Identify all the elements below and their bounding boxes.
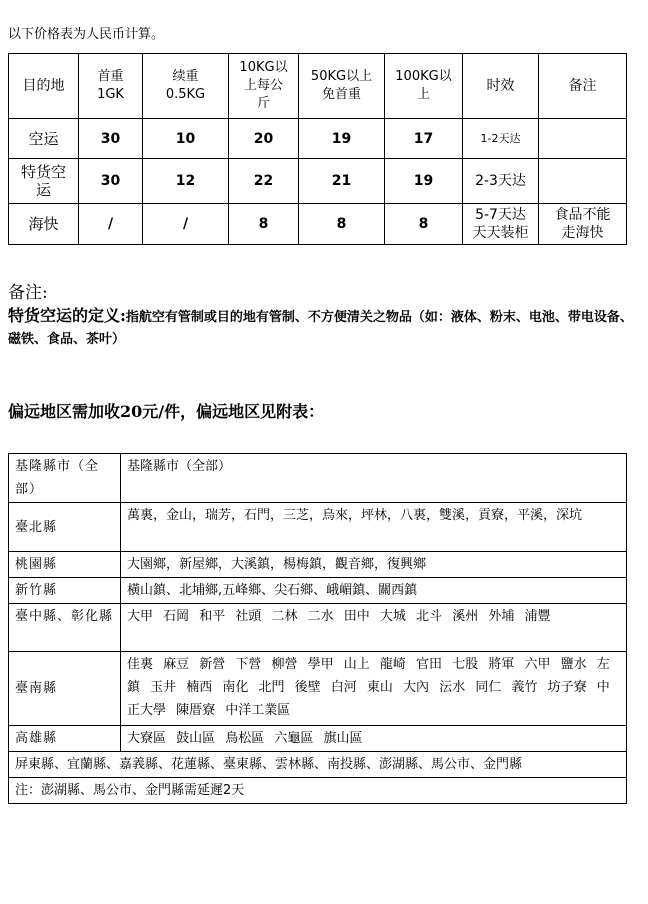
area-county: 桃園縣: [9, 552, 121, 578]
cell-note: 食品不能 走海快: [539, 204, 627, 245]
notes-title: 备注:: [8, 283, 48, 303]
area-row: [9, 652, 627, 726]
area-row: [9, 604, 627, 652]
header-destination: 目的地: [9, 54, 79, 119]
area-county: 臺中縣、彰化縣: [9, 604, 121, 652]
header-50kg: 50KG以上 免首重: [299, 54, 385, 119]
cell-time: 5-7天达 天天装柜: [463, 204, 539, 245]
row-destination: 特货空 运: [9, 159, 79, 204]
area-row: [9, 726, 627, 752]
cell-100kg: 17: [385, 119, 463, 159]
notes-definition: [8, 305, 633, 351]
area-towns: 佳裏 麻豆 新營 下營 柳營 學甲 山上 龍崎 官田 七股 將軍 六甲 鹽水 左鎮 玉井 楠西 南化 北門 後壁 白河 東山 大內 沄水 同仁 義竹 坊子寮 中正大學 陳厝寮 中洋工業區: [121, 652, 627, 726]
row-destination: 海快: [9, 204, 79, 245]
area-towns: 大園鄉，新屋鄉，大溪鎮，楊梅鎮，觀音鄉，復興鄉: [121, 552, 627, 578]
header-note: 备注: [539, 54, 627, 119]
area-row: [9, 503, 627, 552]
definition-text: 指航空有管制或目的地有管制、不方便清关之物品（如：液体、粉末、电池、带电设备、磁铁、食品、茶叶）: [8, 310, 633, 347]
area-row: [9, 578, 627, 604]
header-first-weight: 首重 1GK: [79, 54, 143, 119]
area-row: [9, 552, 627, 578]
area-full-row: [9, 752, 627, 778]
cell-time: 2-3天达: [463, 159, 539, 204]
area-county: 臺南縣: [9, 652, 121, 726]
price-row: [9, 159, 627, 204]
header-100kg: 100KG以 上: [385, 54, 463, 119]
cell-first: 30: [79, 119, 143, 159]
header-10kg: 10KG以 上每公 斤: [229, 54, 299, 119]
area-other-counties: 屏東縣、宜蘭縣、嘉義縣、花蓮縣、臺東縣、雲林縣、南投縣、澎湖縣、馬公市、金門縣: [9, 752, 627, 778]
definition-lead: 特货空运的定义:: [8, 306, 126, 325]
cell-50kg: 21: [299, 159, 385, 204]
header-continued-weight: 续重 0.5KG: [143, 54, 229, 119]
area-towns: 基隆縣市（全部）: [121, 454, 627, 503]
cell-10kg: 20: [229, 119, 299, 159]
price-row: [9, 119, 627, 159]
area-towns: 橫山鎮、北埔鄉,五峰鄉、尖石鄉、峨嵋鎮、關西鎮: [121, 578, 627, 604]
cell-10kg: 22: [229, 159, 299, 204]
price-table: [8, 53, 627, 245]
area-row: [9, 454, 627, 503]
area-full-row: [9, 778, 627, 804]
cell-note: [539, 119, 627, 159]
area-towns: 大甲 石岡 和平 社頭 二林 二水 田中 大城 北斗 溪州 外埔 浦豐: [121, 604, 627, 652]
area-county: 基隆縣市（全部）: [9, 454, 121, 503]
remote-area-notice: 偏远地区需加收20元/件，偏远地区见附表：: [8, 402, 325, 421]
area-county: 新竹縣: [9, 578, 121, 604]
price-header-row: [9, 54, 627, 119]
cell-cont: /: [143, 204, 229, 245]
area-towns: 大寮區 鼓山區 鳥松區 六龜區 旗山區: [121, 726, 627, 752]
cell-100kg: 8: [385, 204, 463, 245]
row-destination: 空运: [9, 119, 79, 159]
cell-100kg: 19: [385, 159, 463, 204]
area-county: 高雄縣: [9, 726, 121, 752]
area-county: 臺北縣: [9, 503, 121, 552]
cell-time: 1-2天达: [463, 119, 539, 159]
intro-text: 以下价格表为人民币计算。: [8, 27, 165, 42]
remote-area-table: [8, 453, 627, 804]
cell-cont: 10: [143, 119, 229, 159]
header-time: 时效: [463, 54, 539, 119]
cell-cont: 12: [143, 159, 229, 204]
cell-note: [539, 159, 627, 204]
cell-first: /: [79, 204, 143, 245]
cell-50kg: 8: [299, 204, 385, 245]
area-delay-note: 注：澎湖縣、馬公市、金門縣需延遲2天: [9, 778, 627, 804]
price-row: [9, 204, 627, 245]
cell-first: 30: [79, 159, 143, 204]
cell-50kg: 19: [299, 119, 385, 159]
cell-10kg: 8: [229, 204, 299, 245]
area-towns: 萬裏，金山，瑞芳，石門，三芝，烏來，坪林，八裏，雙溪，貢寮，平溪，深坑: [121, 503, 627, 552]
